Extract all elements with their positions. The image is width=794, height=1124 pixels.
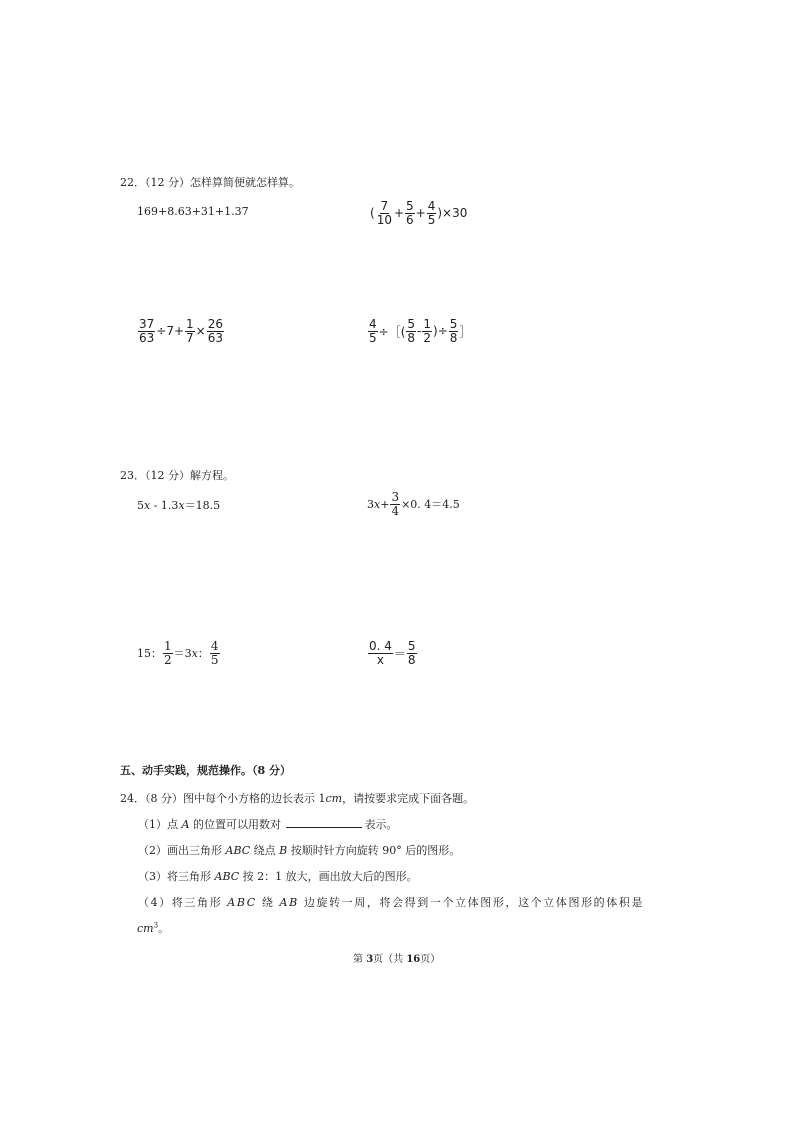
term: - 1.3 [150,499,179,512]
bracket-close: ］ [459,324,472,339]
triangle-label: ABC [227,896,257,909]
operator: + [393,206,405,221]
variable-x: x [191,646,198,660]
fraction [207,318,224,344]
q22-expression-3 [137,318,225,344]
fraction [368,318,378,344]
subquestion-text: （3）将三角形 [138,870,215,883]
triangle-label: ABC [214,870,240,883]
variable-x: x [144,499,151,512]
page-number: 3 [366,954,374,965]
q23-equation-3 [137,640,221,666]
operator: + [380,497,390,511]
q24-header [120,790,474,806]
subquestion-text: （4）将三角形 [138,896,228,909]
numerator: 4 [210,639,219,653]
equation-rhs: ＝18.5 [184,499,221,512]
subquestion-text: 按 2：1 放大，画出放大后的图形。 [239,870,418,883]
q22-expression-1: 169+8.63+31+1.37 [137,205,249,218]
denominator: x [376,652,384,667]
subquestion-text: 绕点 [250,844,280,857]
point-label: A [181,818,190,831]
operator: ÷7+ [156,324,185,339]
denominator: 7 [186,330,194,345]
q23-equation-1 [137,497,220,513]
variable-x: x [178,499,185,512]
denominator: 63 [207,330,224,345]
denominator: 8 [407,330,416,345]
numerator: 37 [139,317,155,331]
fraction [163,640,173,666]
fraction [407,640,417,666]
numerator: 1 [186,317,194,331]
variable-x: x [374,497,381,511]
footer-text: 页） [420,954,441,965]
fraction [422,318,432,344]
q24-subquestion-2 [138,842,460,858]
q23-equation-2 [367,491,460,517]
denominator: 5 [210,652,219,667]
operator: )÷ [433,324,448,339]
subquestion-text: （1）点 [138,818,182,831]
q23-header: 23．（12 分）解方程。 [120,469,234,482]
subquestion-text: （2）画出三角形 [138,844,226,857]
numerator: 5 [449,317,458,331]
paren-open: ( [370,206,375,221]
header-text: 24．（8 分）图中每个小方格的边长表示 1 [120,792,326,805]
unit: cm [325,792,343,805]
equals: ＝3 [173,647,192,661]
operator: × [195,324,206,339]
q22-header: 22．（12 分）怎样算简便就怎样算。 [120,176,300,189]
triangle-label: ABC [225,844,251,857]
operator: ÷［( [378,324,406,339]
numerator: 4 [369,317,377,331]
point-label: B [279,844,288,857]
header-text: ，请按要求完成下面各题。 [342,792,475,805]
denominator: 2 [164,652,172,667]
coefficient: 5 [137,499,144,512]
numerator: 4 [427,199,436,213]
q23-equation-4 [367,640,418,666]
numerator: 3 [391,490,400,504]
numerator: 0. 4 [369,639,392,653]
fraction [406,318,416,344]
numerator: 5 [407,639,416,653]
fraction [449,318,459,344]
fraction [405,200,415,226]
operator: - [417,324,422,339]
expression-tail: )×30 [437,206,468,221]
fraction [376,200,393,226]
q22-expression-2 [370,200,467,226]
subquestion-text: 绕 [256,896,280,909]
numerator: 1 [164,639,172,653]
subquestion-text: 表示。 [364,818,398,831]
denominator: 5 [369,330,377,345]
coefficient: 3 [367,497,374,511]
total-pages: 16 [406,954,421,965]
denominator: 6 [406,212,414,227]
denominator: 8 [407,652,416,667]
numerator: 1 [423,317,432,331]
equals: ＝ [393,646,406,661]
answer-blank[interactable] [286,816,362,828]
footer-text: 页（共 [373,954,407,965]
colon: ： [197,647,209,661]
unit: cm [137,922,154,935]
fraction [427,200,437,226]
subquestion-text: 的位置可以用数对 [189,818,285,831]
operator: + [415,206,426,221]
fraction [185,318,195,344]
numerator: 26 [207,317,224,331]
numerator: 7 [380,199,389,213]
exponent: 3 [153,921,159,930]
numerator: 5 [406,199,414,213]
equation-rhs: ×0. 4＝4.5 [401,498,460,512]
denominator: 10 [376,212,392,227]
q22-expression-4 [367,318,471,344]
q24-subquestion-3 [138,868,418,884]
fraction [138,318,155,344]
footer-text: 第 [353,954,367,965]
subquestion-text: 边旋转一周，将会得到一个立体图形，这个立体图形的体积是 [298,896,645,909]
subquestion-text: 按顺时针方向旋转 90° 后的图形。 [287,844,461,857]
q24-answer-unit [137,920,169,936]
section-5-heading: 五、动手实践，规范操作。（8 分） [120,764,291,777]
q24-subquestion-1 [138,816,397,832]
numerator: 5 [407,317,416,331]
edge-label: AB [279,896,299,909]
denominator: 5 [427,212,436,227]
denominator: 8 [449,330,458,345]
page-footer [353,950,440,965]
fraction [368,640,393,666]
denominator: 2 [423,330,432,345]
fraction [210,640,220,666]
denominator: 4 [391,503,400,518]
ratio-term: 15： [137,647,162,661]
denominator: 63 [139,330,155,345]
q24-subquestion-4 [138,894,644,910]
period: 。 [158,922,170,935]
fraction [390,491,400,517]
